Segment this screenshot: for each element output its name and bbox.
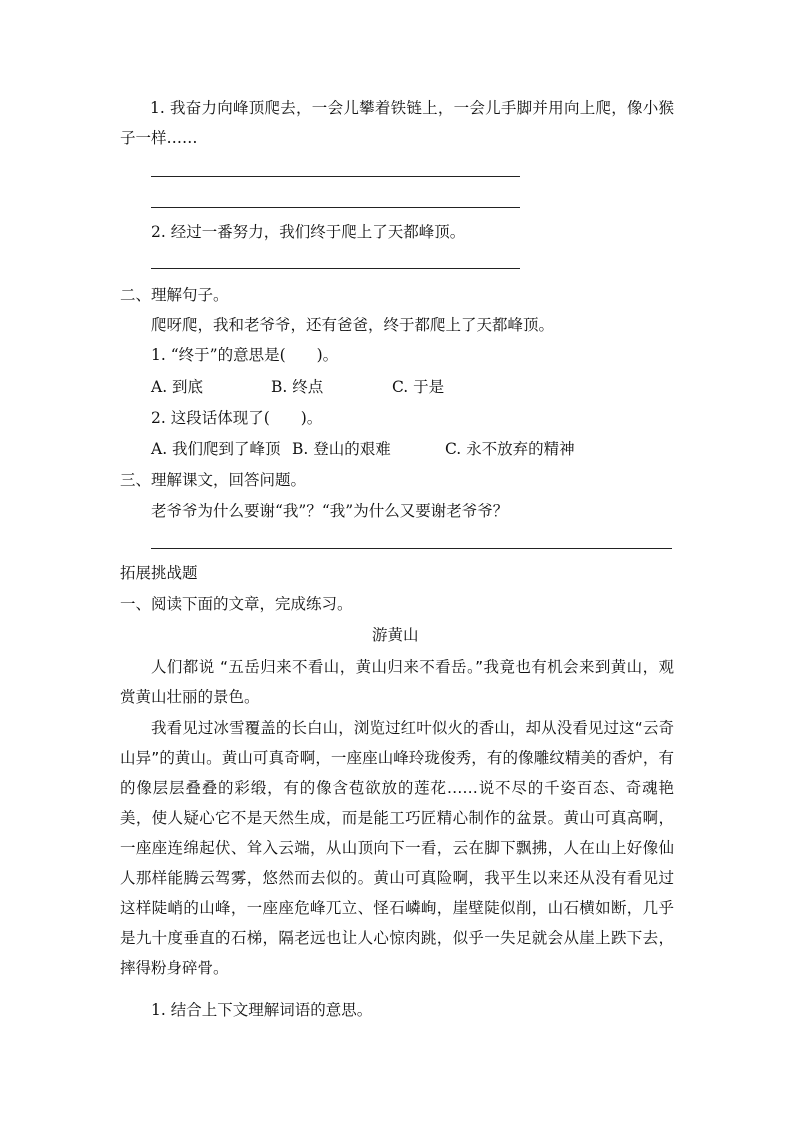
q1-option-a[interactable]: A. 到底 <box>151 378 204 396</box>
question-2-text: 2. 经过一番努力，我们终于爬上了天都峰顶。 <box>151 223 466 241</box>
section-2-question-2: 2. 这段话体现了( )。 <box>151 409 323 427</box>
section-3-question: 老爷爷为什么要谢“我”？“我”为什么又要谢老爷爷？ <box>151 502 509 520</box>
section-3-heading: 三、理解课文，回答问题。 <box>120 471 307 489</box>
q2-option-a[interactable]: A. 我们爬到了峰顶 <box>151 440 281 458</box>
extension-question-1: 1. 结合上下文理解词语的意思。 <box>151 1001 373 1019</box>
article-paragraph-1: 人们都说 “五岳归来不看山，黄山归来不看岳。”我竟也有机会来到黄山，观赏黄山壮丽的景色。 <box>120 658 674 706</box>
answer-line-1a[interactable] <box>151 176 520 177</box>
article-paragraph-2: 我看见过冰雪覆盖的长白山，浏览过红叶似火的香山，却从没看见过这“云奇山异”的黄山。黄山可真奇啊，一座座山峰玲珑俊秀，有的像雕纹精美的香炉，有的像层层叠叠的彩缎，有的像含苞欲放的莲花……说不尽的千姿百态、奇魂艳美，使人疑心它不是天然生成，而是能工巧匠精心制作的盆景。黄山可真高啊，一座座连绵起伏、耸入云端，从山顶向下一看，云在脚下飘拂，人在山上好像仙人那样能腾云驾雾，悠然而去似的。黄山可真险啊，我平生以来还从没有看见过这样陡峭的山峰，一座座危峰兀立、怪石嶙峋，崖壁陡似削，山石横如断，几乎是九十度垂直的石梯，隔老远也让人心惊肉跳，似乎一失足就会从崖上跌下去，摔得粉身碎骨。 <box>120 719 674 977</box>
answer-line-2[interactable] <box>151 268 520 269</box>
q1-option-c[interactable]: C. 于是 <box>392 378 445 396</box>
q2-option-b[interactable]: B. 登山的艰难 <box>292 440 391 458</box>
answer-line-1b[interactable] <box>151 207 520 208</box>
section-2-question-1: 1. “终于”的意思是( )。 <box>151 346 339 364</box>
section-2-heading: 二、理解句子。 <box>120 286 229 304</box>
question-1-text: 1. 我奋力向峰顶爬去，一会儿攀着铁链上，一会儿手脚并用向上爬，像小猴子一样…… <box>120 99 674 147</box>
article-title: 游黄山 <box>372 626 419 644</box>
answer-line-3[interactable] <box>151 548 672 549</box>
section-2-sentence: 爬呀爬，我和老爷爷，还有爸爸，终于都爬上了天都峰顶。 <box>151 316 555 334</box>
extension-subheading: 一、阅读下面的文章，完成练习。 <box>120 595 353 613</box>
extension-heading: 拓展挑战题 <box>120 564 198 582</box>
q2-option-c[interactable]: C. 永不放弃的精神 <box>445 440 575 458</box>
q1-option-b[interactable]: B. 终点 <box>271 378 324 396</box>
